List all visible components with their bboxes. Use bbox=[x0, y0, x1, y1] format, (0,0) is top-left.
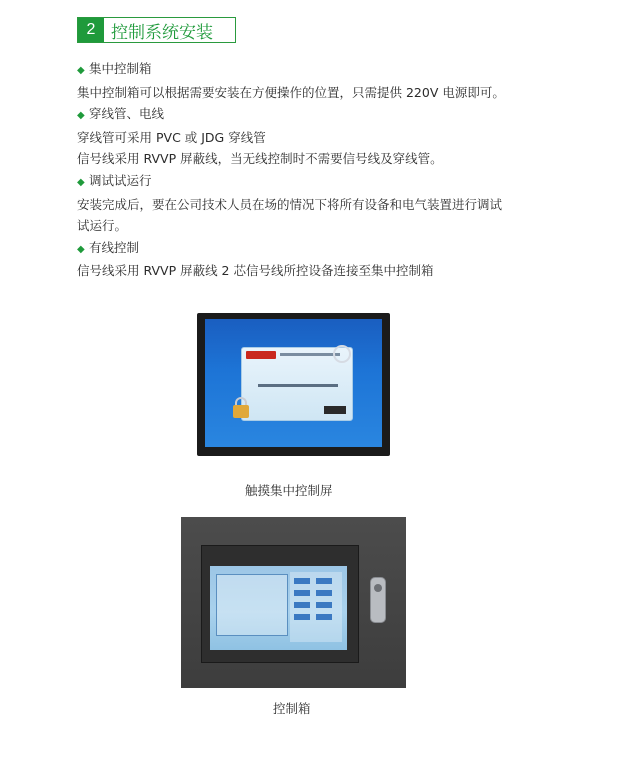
item-heading bbox=[77, 58, 557, 82]
touch-screen-display bbox=[205, 319, 382, 447]
item-text: 集中控制箱可以根据需要安装在方便操作的位置，只需提供 220V 电源即可。 bbox=[77, 84, 505, 100]
door-handle-icon bbox=[370, 577, 386, 623]
item-text: 信号线采用 RVVP 屏蔽线，当无线控制时不需要信号线及穿线管。 bbox=[77, 151, 443, 167]
building-diagram-graphic bbox=[216, 574, 288, 636]
hmi-control-panel-graphic bbox=[290, 572, 342, 642]
heading-text: 调试试运行 bbox=[89, 172, 152, 188]
card-text-graphic bbox=[258, 384, 338, 387]
figure-caption: 控制箱 bbox=[273, 701, 311, 716]
logo-graphic bbox=[246, 351, 276, 359]
lock-icon bbox=[233, 397, 249, 419]
item-text: 试运行。 bbox=[77, 218, 128, 234]
section-title: 控制系统安装 bbox=[111, 22, 213, 43]
heading-text: 穿线管、电线 bbox=[89, 106, 165, 122]
bullet-icon: ◆ bbox=[77, 65, 85, 76]
section-number: 2 bbox=[78, 18, 104, 42]
card-button-graphic bbox=[324, 406, 346, 414]
control-box-photo bbox=[181, 517, 406, 688]
content-body bbox=[77, 58, 557, 282]
bullet-icon: ◆ bbox=[77, 110, 85, 122]
item-heading bbox=[77, 170, 557, 194]
item-text: 安装完成后，要在公司技术人员在场的情况下将所有设备和电气装置进行调试 bbox=[77, 196, 503, 212]
heading-text: 集中控制箱 bbox=[89, 61, 152, 76]
hmi-screen-display bbox=[210, 566, 347, 650]
bullet-icon: ◆ bbox=[77, 176, 85, 188]
card-title-graphic bbox=[280, 353, 340, 356]
hmi-panel-frame bbox=[201, 545, 359, 663]
item-text: 信号线采用 RVVP 屏蔽线 2 芯信号线所控设备连接至集中控制箱 bbox=[77, 263, 434, 279]
bullet-icon: ◆ bbox=[77, 243, 85, 255]
item-heading bbox=[77, 237, 557, 261]
figure-caption: 触摸集中控制屏 bbox=[245, 483, 333, 498]
item-text: 穿线管可采用 PVC 或 JDG 穿线管 bbox=[77, 129, 266, 145]
section-header bbox=[77, 17, 236, 43]
key-icon bbox=[333, 345, 351, 363]
touch-control-screen-photo bbox=[197, 313, 390, 456]
item-heading bbox=[77, 103, 557, 127]
heading-text: 有线控制 bbox=[89, 239, 140, 255]
